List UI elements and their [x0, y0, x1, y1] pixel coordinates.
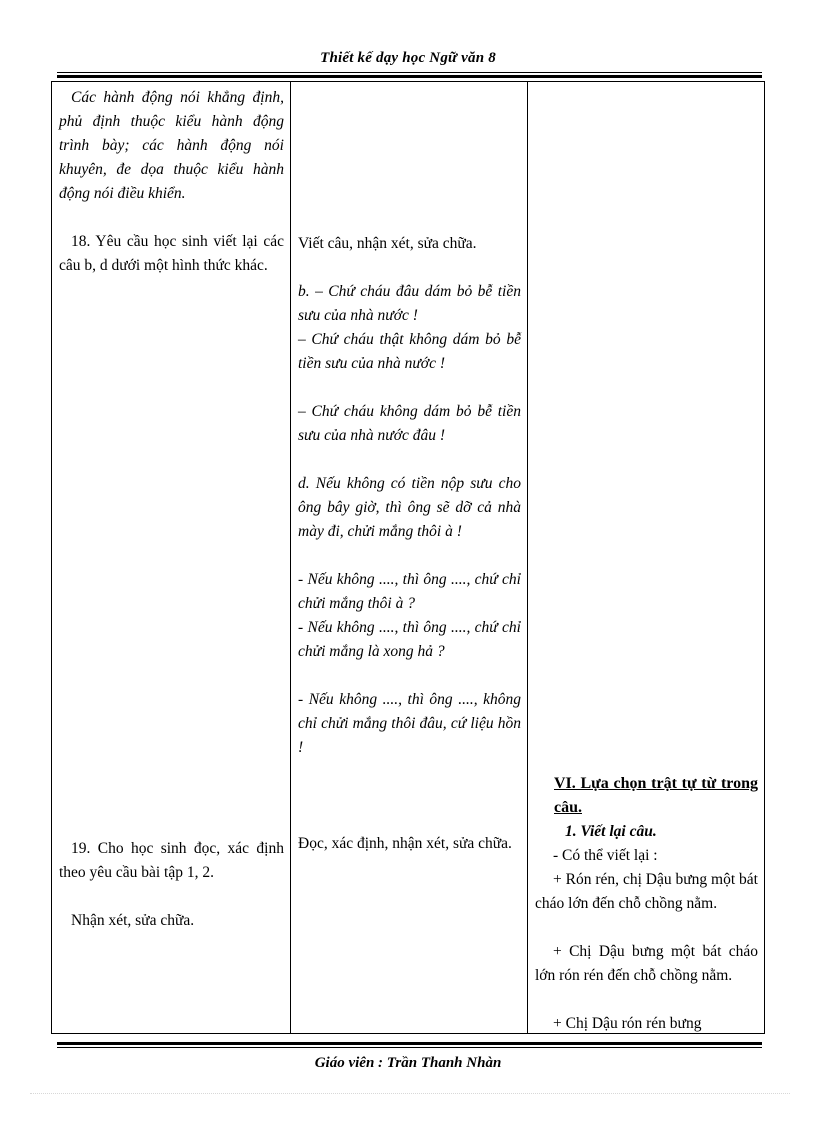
- subsection-heading: 1. Viết lại câu.: [565, 823, 657, 840]
- page-footer-teacher: Giáo viên : Trần Thanh Nhàn: [314, 1055, 502, 1071]
- answer-19-task: Đọc, xác định, nhận xét, sửa chữa.: [298, 835, 512, 852]
- rewrite-option-3: + Chị Dậu rón rén bưng: [553, 1015, 702, 1032]
- answer-d-variant-1: - Nếu không ...., thì ông ...., chứ chỉ chửi mắng thôi à ?: [298, 571, 521, 612]
- exercise-19-instruction: 19. Cho học sinh đọc, xác định theo yêu cầu bài tập 1, 2.: [59, 840, 284, 881]
- answer-d-variant-2: - Nếu không ...., thì ông ...., chứ chỉ chửi mắng là xong hả ?: [298, 619, 521, 660]
- rewrite-option-2: + Chị Dậu bưng một bát cháo lớn rón rén đến chỗ chồng nằm.: [535, 943, 758, 984]
- page-header-title: Thiết kế dạy học Ngữ văn 8: [320, 50, 496, 66]
- answer-b-original: b. – Chứ cháu đâu dám bỏ bễ tiền sưu của nhà nước !: [298, 283, 521, 324]
- answer-b-variant-2: – Chứ cháu không dám bỏ bễ tiền sưu của nhà nước đâu !: [298, 403, 521, 444]
- exercise-18-instruction: 18. Yêu cầu học sinh viết lại các câu b, d dưới một hình thức khác.: [59, 233, 284, 274]
- header-rule-thin: [57, 72, 762, 73]
- footer-rule-thick: [57, 1042, 762, 1045]
- speech-act-note: Các hành động nói khẳng định, phủ định thuộc kiểu hành động trình bày; các hành động nói khuyên, đe dọa thuộc kiểu hành động nói điều khiển.: [59, 89, 284, 202]
- teacher-activity-column: [52, 82, 290, 1033]
- answer-d-original: d. Nếu không có tiền nộp sưu cho ông bây giờ, thì ông sẽ dỡ cả nhà mày đi, chửi mắng thôi à !: [298, 475, 521, 540]
- header-rule-thick: [57, 75, 762, 78]
- answer-d-variant-3: - Nếu không ...., thì ông ...., không chỉ chửi mắng thôi đâu, cứ liệu hồn !: [298, 691, 521, 756]
- content-column: [527, 82, 764, 1033]
- exercise-19-review: Nhận xét, sửa chữa.: [71, 912, 195, 929]
- lesson-table: [51, 81, 765, 1034]
- answer-18-task: Viết câu, nhận xét, sửa chữa.: [298, 235, 477, 252]
- rewrite-intro: - Có thể viết lại :: [553, 847, 658, 864]
- page-bottom-divider: [30, 1093, 790, 1094]
- footer-rule-thin: [57, 1047, 762, 1048]
- student-activity-column: [290, 82, 527, 1033]
- answer-b-variant-1: – Chứ cháu thật không dám bỏ bễ tiền sưu của nhà nước !: [298, 331, 521, 372]
- rewrite-option-1: + Rón rén, chị Dậu bưng một bát cháo lớn đến chỗ chồng nằm.: [535, 871, 758, 912]
- section-heading: VI. Lựa chọn trật tự từ trong câu.: [554, 775, 758, 816]
